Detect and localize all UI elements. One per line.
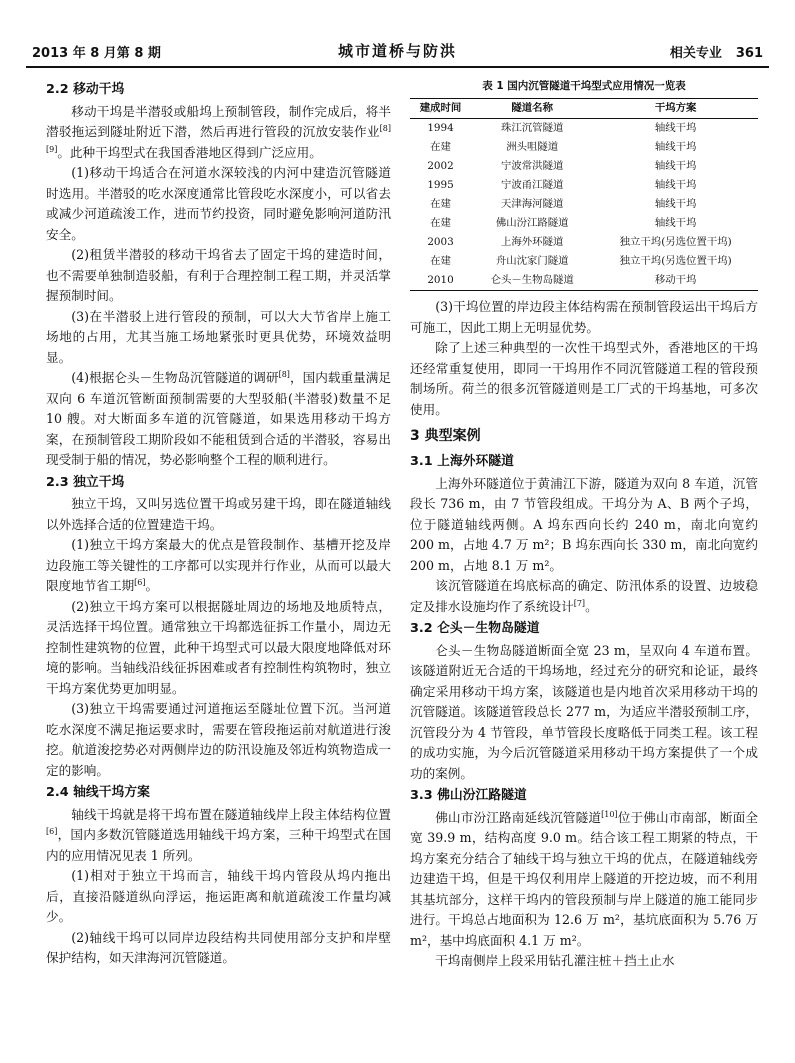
paragraph: (2)轴线干坞可以同岸边段结构共同使用部分支护和岸壁保护结构，如天津海河沉管隧道。: [46, 929, 391, 965]
paragraph: [46, 368, 391, 471]
table-cell: 珠江沉管隧道: [501, 122, 564, 134]
table-row: [410, 271, 758, 291]
table-row: [410, 195, 758, 214]
table-cell: 轴线干坞: [654, 217, 697, 229]
table-cell: 仑头－生物岛隧道: [471, 271, 593, 291]
paragraph: [410, 576, 758, 617]
paragraph: 干坞南侧岸上段采用钻孔灌注桩＋挡土止水: [435, 953, 675, 968]
section-name: 相关专业: [669, 46, 722, 61]
paragraph-text: 轴线干坞就是将干坞布置在隧道轴线岸上段主体结构位置: [71, 806, 391, 822]
table-row: [410, 157, 758, 176]
paragraph: 仑头－生物岛隧道断面全宽 23 m，呈双向 4 车道布置。该隧道附近无合适的干坞场地，经过充分的研究和论证，最终确定采用移动干坞方案，该隧道也是内地首次采用移动干坞的沉管隧道。该隧道管段总长 277 m，为适应半潜驳预制工序，沉管段分为 4 节管段，单节管段长度略低于同类工程。该工程的成功实施，为今后沉管隧道采用移动干坞方案提供了一个成功的案例。: [410, 642, 758, 781]
page-header: [26, 36, 769, 68]
section-3-1-title: 3.1 上海外环隧道: [410, 454, 514, 469]
table-cell: 1994: [427, 122, 454, 134]
table-cell: 天津海河隧道: [501, 198, 564, 210]
table-cell: 独立干坞(另选位置干坞): [619, 236, 732, 248]
paragraph-text: (4)根据仑头－生物岛沉管隧道的调研: [71, 370, 279, 385]
table-cell: 轴线干坞: [654, 141, 697, 153]
paragraph: 除了上述三种典型的一次性干坞型式外，香港地区的干坞还经常重复使用，即同一干坞用作不同沉管隧道工程的管段预制场所。荷兰的很多沉管隧道则是工厂式的干坞基地，可多次使用。: [410, 340, 758, 417]
table-cell: 独立干坞(另选位置干坞): [619, 255, 732, 267]
table-cell: 轴线干坞: [654, 122, 697, 134]
paragraph: (2)租赁半潜驳的移动干坞省去了固定干坞的建造时间，也不需要单独制造驳船，有利于合理控制工程工期，并灵活掌握预制时间。: [46, 247, 391, 303]
paragraph: (3)在半潜驳上进行管段的预制，可以大大节省岸上施工场地的占用，尤其当施工场地紧张时更具优势，环境效益明显。: [46, 308, 391, 365]
section-2-2-title: 2.2 移动干坞: [46, 82, 125, 97]
page-number: 361: [735, 46, 763, 61]
citation: [10]: [601, 809, 618, 819]
section-info: [670, 42, 763, 61]
table-cell: 1995: [427, 179, 454, 191]
paragraph-text: ，国内多数沉管隧道选用轴线干坞方案，三种干坞型式在国内的应用情况见表 1 所列。: [46, 827, 391, 863]
paragraph: (3)独立干坞需要通过河道拖运至隧址位置下沉。当河道吃水深度不满足拖运要求时，需要在管段拖运前对航道进行浚挖。航道浚挖势必对两侧岸边的防汛设施及邻近构筑物造成一定的影响。: [46, 701, 391, 778]
table-row: [410, 119, 758, 139]
section-3-title: 3 典型案例: [410, 428, 481, 444]
table-row: [410, 233, 758, 252]
table-cell: 宁波常洪隧道: [501, 160, 564, 172]
left-column: [46, 78, 391, 969]
issue-info: 2013 年 8 月第 8 期: [32, 46, 161, 61]
table-cell: 在建: [430, 198, 451, 210]
section-2-3-title: 2.3 独立干坞: [46, 474, 125, 490]
table-cell: 舟山沈家门隧道: [495, 255, 569, 267]
paragraph: (1)相对于独立干坞而言，轴线干坞内管段从坞内拖出后，直接沿隧道纵向浮运，拖运距离和航道疏浚工作量均减少。: [46, 868, 391, 924]
table-cell: 宁波甬江隧道: [501, 179, 564, 191]
right-column: [410, 78, 758, 972]
table-cell: 洲头咀隧道: [506, 141, 559, 153]
paragraph: [46, 535, 391, 597]
paragraph: [46, 805, 391, 867]
table-cell: 在建: [430, 217, 451, 229]
paragraph: (1)移动干坞适合在河道水深较浅的内河中建造沉管隧道时选用。半潜驳的吃水深度通常比管段吃水深度小，可以省去或减少河道疏浚工作，进而节约投资，同时避免影响河道防汛安全。: [46, 165, 391, 242]
table-cell: 移动干坞: [593, 271, 758, 291]
paragraph: 独立干坞，又叫另选位置干坞或另建干坞，即在隧道轴线以外选择合适的位置建造干坞。: [46, 496, 391, 532]
table-row: [410, 252, 758, 271]
paragraph-text: 佛山市汾江路南延线沉管隧道: [435, 809, 602, 825]
table-row: [410, 138, 758, 157]
paragraph-text: 该沉管隧道在坞底标高的确定、防汛体系的设置、边坡稳定及排水设施均作了系统设计: [410, 578, 758, 614]
column-header: 建成时间: [410, 99, 471, 119]
citation: [6]: [134, 577, 146, 587]
citation: [8][9]: [46, 123, 391, 154]
column-header: 干坞方案: [593, 99, 758, 119]
table-row: [410, 176, 758, 195]
table-cell: 轴线干坞: [654, 179, 697, 191]
section-3-3-title: 3.3 佛山汾江路隧道: [410, 788, 527, 803]
table-1: [410, 78, 758, 291]
paragraph-text: 位于佛山市南部，断面全宽 39.9 m，结构高度 9.0 m。结合该工程工期紧的特点，干坞方案充分结合了轴线干坞与独立干坞的优点，在隧道轴线旁边建造干坞，但是干坞仅利用岸上隧道的开挖边坡，而不利用其基坑部分，这样干坞内的管段预制与岸上隧道的施工能同步进行。干坞总占地面积为 12.6 万 m²，基坑底面积为 5.76 万 m²，基中坞底面积 4.1 万 m²。: [410, 809, 759, 948]
column-header: 隧道名称: [471, 99, 593, 119]
section-2-4-title: 2.4 轴线干坞方案: [46, 785, 150, 800]
section-3-2-title: 3.2 仑头－生物岛隧道: [410, 621, 540, 636]
table-cell: 轴线干坞: [654, 160, 697, 172]
table-caption: 表 1 国内沉管隧道干坞型式应用情况一览表: [482, 80, 686, 92]
table-cell: 2003: [427, 236, 454, 248]
table-body: [410, 119, 758, 291]
paragraph-text: 。: [145, 578, 159, 593]
dry-dock-table: [410, 98, 758, 291]
table-cell: 在建: [430, 141, 451, 153]
paragraph-text: 。: [585, 598, 598, 614]
table-cell: 2002: [427, 160, 454, 172]
paragraph-text: ，国内载重量满足双向 6 车道沉管断面预制需要的大型驳船(半潜驳)数量不足 10 艘。对大断面多车道的沉管隧道，如果选用移动干坞方案，在预制管段工期阶段如不能租赁到合适的半潜驳，容易出现受制于船的情况，势必影响整个工程的顺利进行。: [46, 370, 392, 467]
paragraph-text: 移动干坞是半潜驳或船坞上预制管段，制作完成后，将半潜驳拖运到隧址附近下潜，然后再进行管段的沉放安装作业: [46, 103, 391, 139]
table-row: [410, 214, 758, 233]
paragraph: (3)干坞位置的岸边段主体结构需在预制管段运出干坞后方可施工，因此工期上无明显优势。: [410, 299, 758, 335]
table-cell: 佛山汾江路隧道: [495, 217, 569, 229]
citation: [6]: [46, 826, 58, 836]
journal-title: 城市道桥与防洪: [337, 42, 457, 60]
citation: [8]: [278, 369, 290, 379]
table-cell: 上海外环隧道: [501, 236, 564, 248]
paragraph: [46, 102, 391, 164]
paragraph-text: 。此种干坞型式在我国香港地区得到广泛应用。: [57, 144, 322, 160]
paragraph: 上海外环隧道位于黄浦江下游，隧道为双向 8 车道，沉管段长 736 m，由 7 节管段组成。干坞分为 A、B 两个子坞，位于隧道轴线两侧。A 坞东西向长约 240 m，南北向宽约 200 m，占地 4.7 万 m²；B 坞东西向长 330 m，南北向宽约 200 m，占地 8.1 万 m²。: [410, 475, 758, 573]
table-cell: 2010: [410, 271, 471, 291]
table-header-row: [410, 99, 758, 119]
paragraph-text: (1)独立干坞方案最大的优点是管段制作、基槽开挖及岸边段施工等关键性的工序都可以实现并行作业，从而可以最大限度地节省工期: [46, 537, 391, 593]
citation: [7]: [573, 598, 586, 608]
table-cell: 在建: [430, 255, 451, 267]
paragraph: [410, 808, 758, 952]
table-cell: 轴线干坞: [654, 198, 697, 210]
paragraph: (2)独立干坞方案可以根据隧址周边的场地及地质特点，灵活选择干坞位置。通常独立干坞都选征拆工作量小，周边无控制性建筑物的位置，此种干坞型式可以最大限度地降低对环境的影响。当轴线沿线征拆困难或者有控制性构筑物时，独立干坞方案优势更加明显。: [46, 598, 391, 696]
